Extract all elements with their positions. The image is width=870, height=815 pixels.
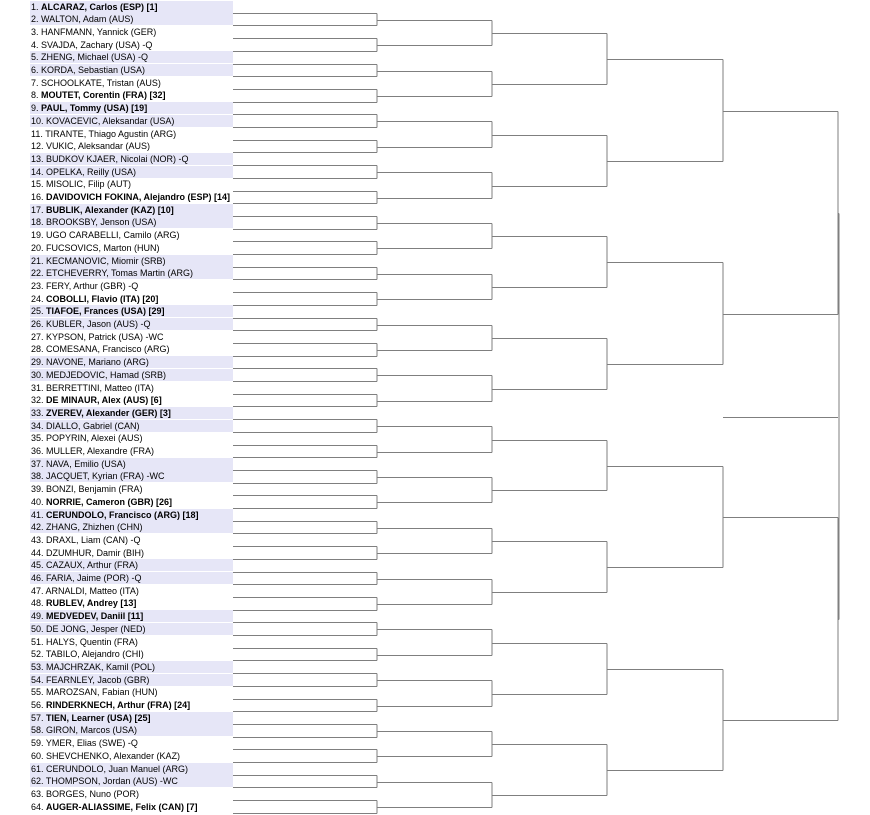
player-name: KYPSON, Patrick (USA) -WC (46, 331, 164, 342)
player-name: CERUNDOLO, Juan Manuel (ARG) (46, 763, 189, 774)
player-number: 9. (31, 103, 42, 114)
player-number: 33. (31, 407, 47, 418)
player-number: 42. (31, 522, 47, 533)
player-number: 34. (31, 420, 47, 431)
player-number: 11. (31, 128, 46, 139)
player-name: NORRIE, Cameron (GBR) [26] (46, 496, 173, 507)
player-number: 8. (31, 90, 42, 101)
player-number: 40. (31, 496, 47, 507)
player-number: 61. (31, 763, 47, 774)
player-number: 64. (31, 801, 47, 812)
player-name: FARIA, Jaime (POR) -Q (46, 573, 142, 583)
player-name: ZHENG, Michael (USA) -Q (41, 52, 149, 63)
player-number: 21. (31, 255, 47, 266)
player-name: AUGER-ALIASSIME, Felix (CAN) [7] (46, 801, 198, 812)
player-number: 13. (31, 153, 47, 164)
player-number: 31. (31, 382, 47, 393)
player-number: 49. (31, 611, 47, 622)
player-name: FERY, Arthur (GBR) -Q (46, 280, 139, 291)
player-number: 60. (31, 750, 47, 761)
player-number: 45. (31, 560, 47, 571)
player-number: 27. (31, 331, 47, 342)
player-name: DE MINAUR, Alex (AUS) [6] (46, 395, 162, 406)
player-name: RINDERKNECH, Arthur (FRA) [24] (46, 700, 191, 710)
player-number: 44. (31, 547, 47, 558)
player-name: WALTON, Adam (AUS) (41, 14, 134, 25)
player-name: TABILO, Alejandro (CHI) (45, 649, 144, 660)
player-name: NAVA, Emilio (USA) (46, 458, 126, 469)
player-number: 57. (31, 712, 47, 723)
player-number: 52. (31, 649, 46, 660)
player-name: MAJCHRZAK, Kamil (POL) (46, 661, 156, 672)
player-name: PAUL, Tommy (USA) [19] (41, 103, 148, 114)
player-name: DIALLO, Gabriel (CAN) (46, 420, 140, 431)
player-number: 16. (31, 192, 47, 202)
player-number: 32. (31, 395, 47, 406)
player-number: 48. (31, 598, 47, 609)
player-name: KOVACEVIC, Aleksandar (USA) (46, 115, 175, 126)
player-name: SHEVCHENKO, Alexander (KAZ) (46, 750, 181, 761)
player-name: ALCARAZ, Carlos (ESP) [1] (41, 1, 158, 12)
player-number: 4. (31, 39, 42, 50)
player-number: 6. (31, 65, 42, 75)
player-name: OPELKA, Reilly (USA) (46, 166, 137, 177)
player-name: KORDA, Sebastian (USA) (41, 65, 146, 75)
player-name: CAZAUX, Arthur (FRA) (46, 560, 139, 571)
player-number: 26. (31, 319, 47, 329)
player-name: ARNALDI, Matteo (ITA) (45, 585, 139, 596)
player-name: BUDKOV KJAER, Nicolai (NOR) -Q (46, 153, 189, 164)
player-name: COMESANA, Francisco (ARG) (46, 344, 170, 355)
player-name: ZHANG, Zhizhen (CHN) (46, 522, 143, 533)
player-name: VUKIC, Aleksandar (AUS) (46, 141, 151, 152)
player-name: HALYS, Quentin (FRA) (46, 636, 138, 647)
player-name: CERUNDOLO, Francisco (ARG) [18] (46, 509, 199, 520)
player-number: 56. (31, 700, 47, 710)
player-number: 17. (31, 204, 47, 215)
player-name: COBOLLI, Flavio (ITA) [20] (46, 293, 159, 304)
player-number: 29. (31, 357, 47, 368)
player-number: 51. (31, 636, 47, 647)
player-name: MISOLIC, Filip (AUT) (46, 179, 132, 190)
player-number: 7. (31, 77, 42, 88)
player-name: ETCHEVERRY, Tomas Martin (ARG) (46, 268, 194, 279)
player-number: 18. (31, 217, 47, 228)
player-number: 30. (31, 369, 47, 380)
player-number: 38. (31, 471, 47, 482)
player-number: 53. (31, 661, 47, 672)
player-name: BERRETTINI, Matteo (ITA) (46, 382, 154, 393)
player-name: MULLER, Alexandre (FRA) (46, 446, 155, 456)
player-number: 28. (31, 344, 47, 355)
player-name: RUBLEV, Andrey [13] (46, 598, 137, 609)
player-number: 39. (31, 484, 47, 495)
player-number: 54. (31, 674, 47, 685)
player-number: 24. (31, 293, 47, 304)
player-number: 62. (31, 776, 46, 787)
player-name: ZVEREV, Alexander (GER) [3] (46, 407, 171, 418)
player-number: 58. (31, 725, 47, 736)
player-number: 22. (31, 268, 47, 279)
player-name: KECMANOVIC, Miomir (SRB) (46, 255, 166, 266)
player-name: TIRANTE, Thiago Agustin (ARG) (45, 128, 177, 139)
player-number: 37. (31, 458, 47, 469)
player-name: BONZI, Benjamin (FRA) (46, 484, 143, 495)
player-number: 59. (31, 738, 46, 749)
player-number: 14. (31, 166, 47, 177)
player-number: 41. (31, 509, 47, 520)
player-number: 10. (31, 115, 47, 126)
player-name: NAVONE, Mariano (ARG) (46, 357, 149, 368)
player-number: 15. (31, 179, 47, 190)
player-name: BROOKSBY, Jenson (USA) (46, 217, 157, 228)
player-name: FUCSOVICS, Marton (HUN) (46, 242, 160, 253)
player-name: GIRON, Marcos (USA) (46, 725, 138, 736)
player-number: 55. (31, 687, 47, 698)
player-name: SVAJDA, Zachary (USA) -Q (41, 39, 153, 50)
player-name: TIEN, Learner (USA) [25] (46, 712, 151, 723)
player-number: 5. (31, 52, 42, 63)
player-number: 3. (31, 26, 42, 37)
player-name: BORGES, Nuno (POR) (46, 788, 140, 799)
player-number: 47. (31, 585, 46, 596)
player-name: MEDVEDEV, Daniil [11] (46, 611, 144, 622)
player-name: DE JONG, Jesper (NED) (46, 623, 146, 634)
player-number: 12. (31, 141, 47, 152)
player-name: UGO CARABELLI, Camilo (ARG) (46, 230, 180, 241)
player-name: YMER, Elias (SWE) -Q (45, 738, 138, 749)
player-name: MEDJEDOVIC, Hamad (SRB) (46, 369, 167, 380)
player-name: SCHOOLKATE, Tristan (AUS) (41, 77, 161, 88)
player-number: 43. (31, 534, 47, 545)
player-name: BUBLIK, Alexander (KAZ) [10] (46, 204, 174, 215)
player-number: 19. (31, 230, 47, 241)
player-number: 23. (31, 280, 47, 291)
player-number: 2. (31, 14, 42, 25)
player-number: 50. (31, 623, 47, 634)
player-name: JACQUET, Kyrian (FRA) -WC (46, 471, 165, 482)
player-name: POPYRIN, Alexei (AUS) (46, 433, 143, 444)
player-name: FEARNLEY, Jacob (GBR) (46, 674, 150, 685)
player-name: DRAXL, Liam (CAN) -Q (46, 534, 141, 545)
player-number: 25. (31, 306, 47, 317)
player-name: HANFMANN, Yannick (GER) (41, 26, 157, 37)
player-number: 20. (31, 242, 47, 253)
player-name: KUBLER, Jason (AUS) -Q (46, 319, 151, 329)
player-name: DZUMHUR, Damir (BIH) (46, 547, 145, 558)
player-number: 46. (31, 573, 47, 583)
player-name: THOMPSON, Jordan (AUS) -WC (45, 776, 178, 787)
player-number: 1. (31, 1, 42, 12)
player-name: TIAFOE, Frances (USA) [29] (46, 306, 165, 317)
player-name: DAVIDOVICH FOKINA, Alejandro (ESP) [14] (46, 192, 231, 202)
player-number: 63. (31, 788, 47, 799)
player-number: 35. (31, 433, 47, 444)
player-number: 36. (31, 446, 47, 456)
player-name: MAROZSAN, Fabian (HUN) (46, 687, 158, 698)
player-name: MOUTET, Corentin (FRA) [32] (41, 90, 166, 101)
